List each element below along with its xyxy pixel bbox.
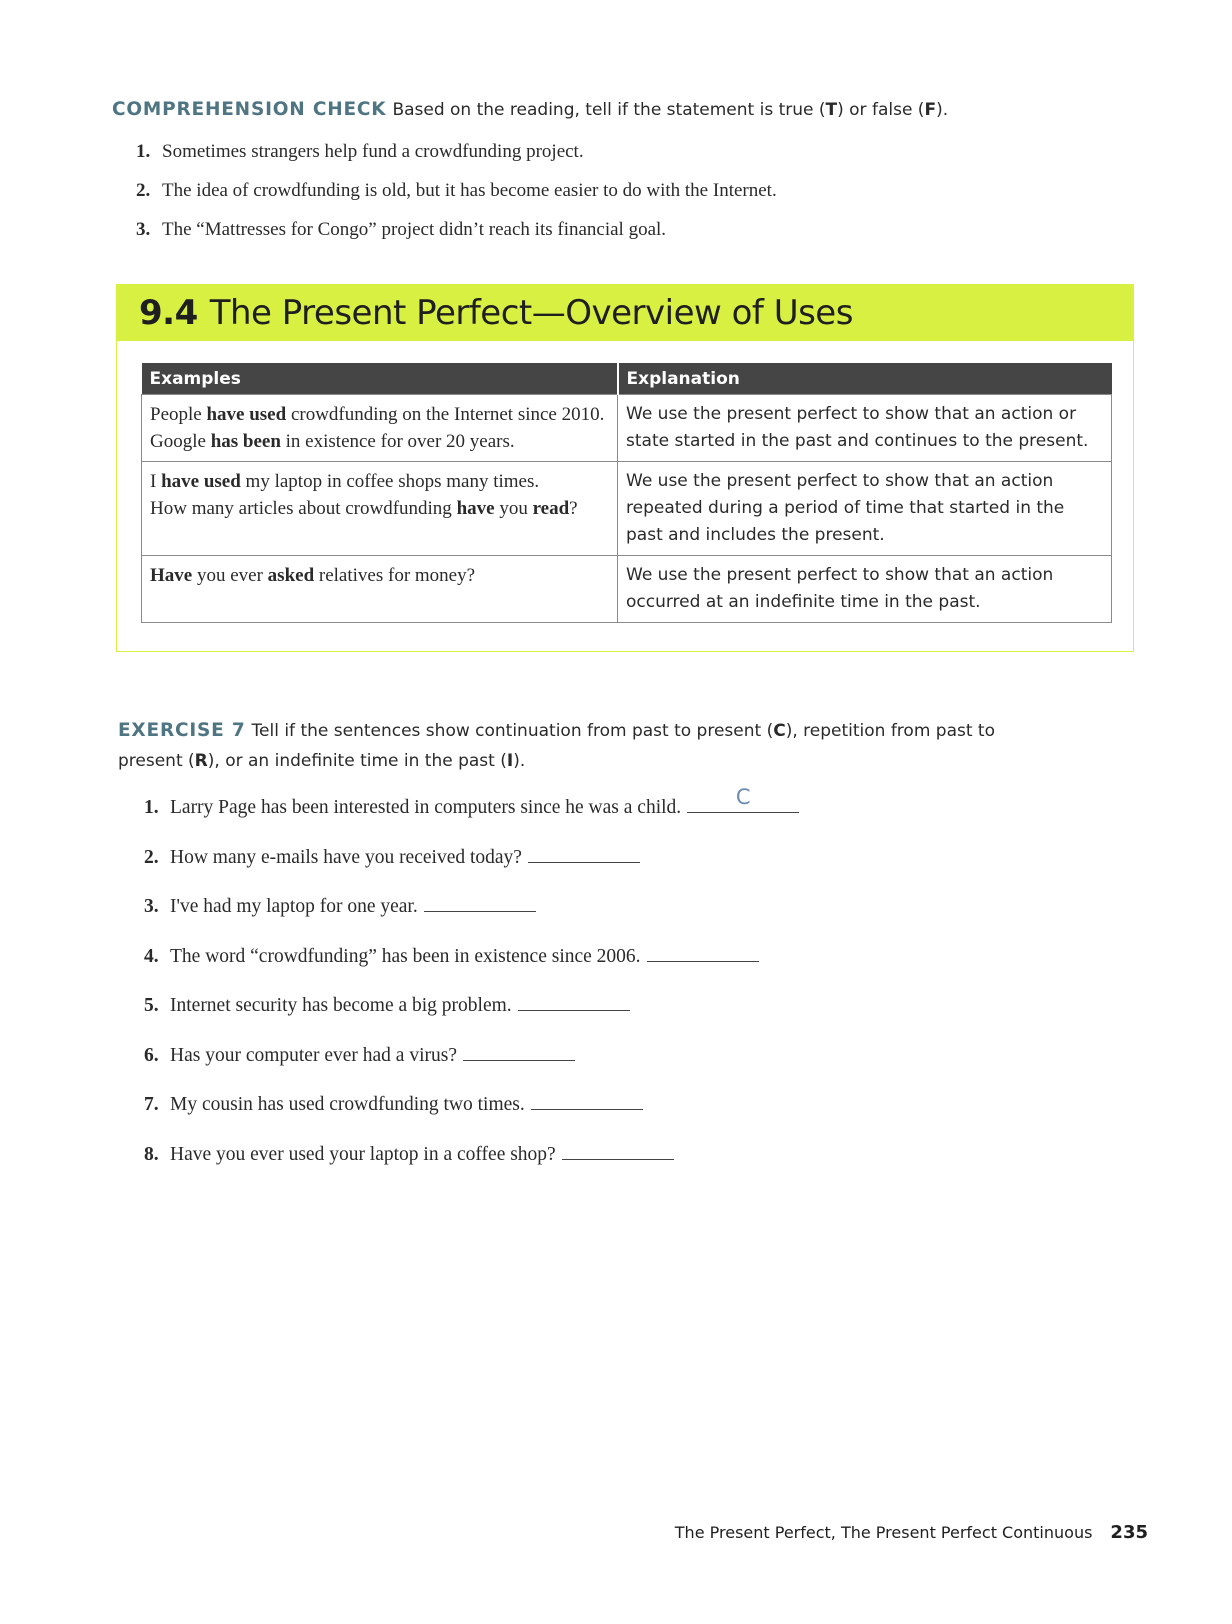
comprehension-heading (112, 98, 1112, 122)
example-line: I have used my laptop in coffee shops many times. (150, 471, 540, 492)
answer-blank[interactable] (647, 939, 759, 962)
list-item: 7. My cousin has used crowdfunding two times. (144, 1087, 1044, 1137)
list-item: 2. How many e-mails have you received today? (144, 840, 1044, 890)
answer-blank[interactable] (528, 840, 640, 863)
list-item: 5. Internet security has become a big problem. (144, 988, 1044, 1038)
example-line: How many articles about crowdfunding have you read? (150, 498, 578, 519)
answer-blank[interactable] (424, 889, 536, 912)
explanation-cell: We use the present perfect to show that an action occurred at an indefinite time in the past. (618, 556, 1112, 623)
explanation-cell: We use the present perfect to show that an action repeated during a period of time that started in the past and includes the present. (618, 462, 1112, 556)
answer-blank[interactable] (518, 988, 630, 1011)
page-number: 235 (1110, 1522, 1148, 1543)
grammar-box (116, 284, 1134, 652)
exercise-heading: EXERCISE 7 Tell if the sentences show continuation from past to present (C), repetition from past to present (R), or an indefinite time in the past (I). (118, 720, 995, 771)
list-item: 3. I've had my laptop for one year. (144, 889, 1044, 939)
answer-blank[interactable] (463, 1038, 575, 1061)
grammar-title: 9.4 The Present Perfect—Overview of Uses (139, 293, 853, 333)
list-item: 6. Has your computer ever had a virus? (144, 1038, 1044, 1088)
comprehension-instruction: Based on the reading, tell if the statement is true (T) or false (F). (392, 100, 949, 120)
list-item: 1. Larry Page has been interested in computers since he was a child. C (144, 790, 1044, 840)
examples-cell (142, 395, 618, 462)
example-line: Have you ever asked relatives for money? (150, 565, 476, 586)
comprehension-label: COMPREHENSION CHECK (112, 99, 387, 120)
example-line: People have used crowdfunding on the Internet since 2010. (150, 404, 605, 425)
exercise-list (144, 785, 1044, 1186)
list-item: 2. The idea of crowdfunding is old, but it has become easier to do with the Internet. (136, 180, 777, 201)
column-header-examples: Examples (142, 363, 618, 395)
column-header-explanation: Explanation (618, 363, 1112, 395)
list-item: 4. The word “crowdfunding” has been in existence since 2006. (144, 939, 1044, 989)
exercise-label: EXERCISE 7 (118, 720, 246, 741)
table-row (142, 395, 1112, 462)
examples-cell (142, 556, 618, 623)
examples-cell (142, 462, 618, 556)
table-row (142, 556, 1112, 623)
grammar-title-bar (117, 285, 1133, 341)
answer-blank[interactable] (531, 1087, 643, 1110)
answer-blank[interactable] (562, 1137, 674, 1160)
grammar-table (141, 363, 1112, 623)
table-row (142, 462, 1112, 556)
answer-blank[interactable] (687, 785, 799, 813)
comprehension-list (136, 132, 1112, 249)
example-line: Google has been in existence for over 20 years. (150, 431, 515, 452)
chapter-title: The Present Perfect, The Present Perfect Continuous (674, 1523, 1093, 1542)
page-footer (675, 1522, 1148, 1543)
explanation-cell: We use the present perfect to show that an action or state started in the past and continues to the present. (618, 395, 1112, 462)
list-item: 1. Sometimes strangers help fund a crowdfunding project. (136, 141, 584, 162)
comprehension-check (112, 98, 1112, 249)
table-header-row (142, 363, 1112, 395)
list-item: 8. Have you ever used your laptop in a coffee shop? (144, 1137, 1044, 1187)
list-item: 3. The “Mattresses for Congo” project didn’t reach its financial goal. (136, 219, 667, 240)
handwritten-answer: C (735, 785, 751, 809)
